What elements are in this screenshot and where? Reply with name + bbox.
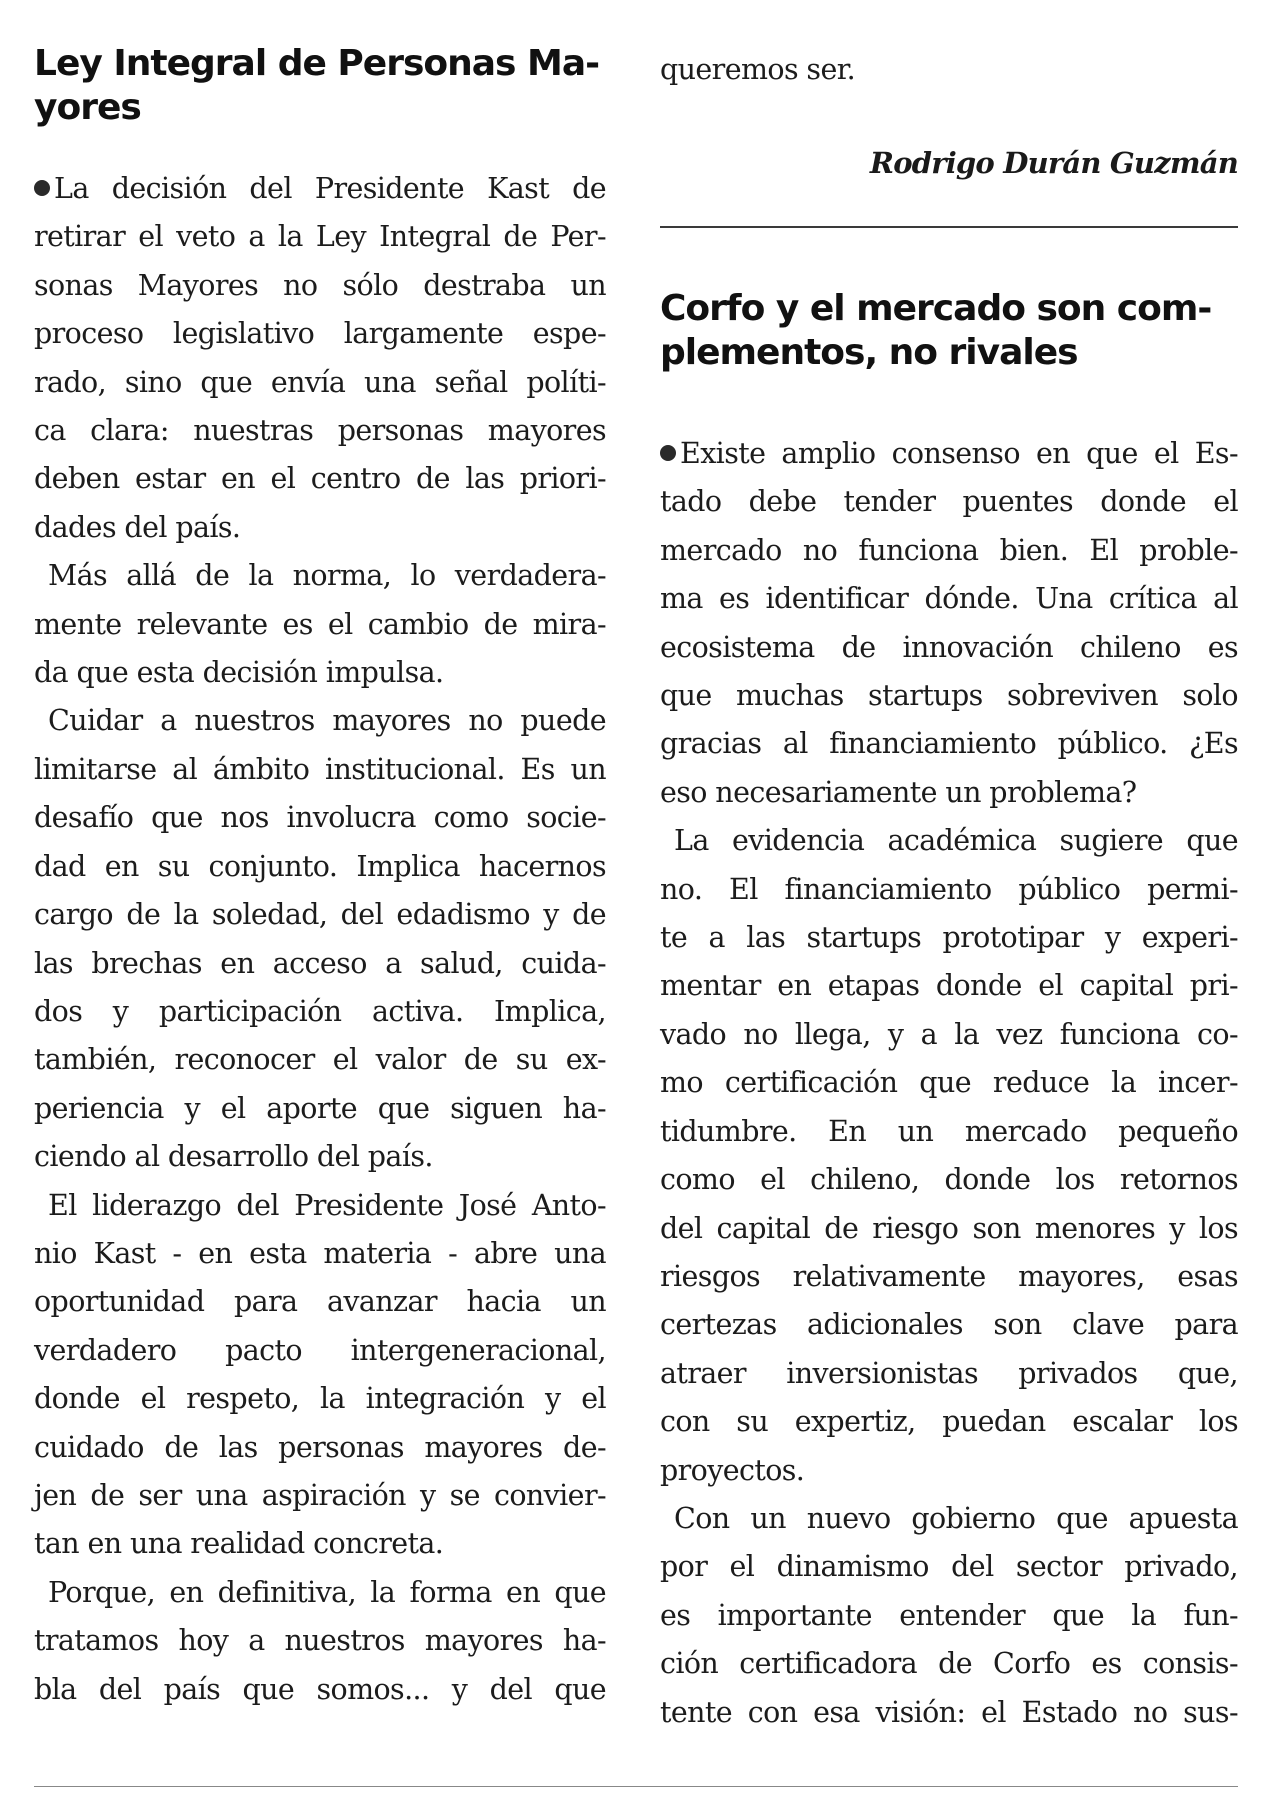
article1-line: sonas Mayores no sólo destraba un [34, 268, 606, 302]
article2-headline [660, 287, 1238, 375]
article1-line: desafío que nos involucra como socie- [34, 801, 606, 835]
article2-headline-line2: plementos, no rivales [660, 332, 1078, 373]
article1-line: jen de ser una aspiración y se convier- [34, 1478, 606, 1512]
article1-line: Cuidar a nuestros mayores no puede [48, 704, 606, 738]
article1-line: mente relevante es el cambio de mira- [34, 607, 606, 641]
article2-line: atraer inversionistas privados que, [660, 1356, 1238, 1390]
article2-line: tente con esa visión: el Estado no sus- [660, 1695, 1238, 1729]
article1-line: cargo de la soledad, del edadismo y de [34, 898, 606, 932]
article2-line: con su expertiz, puedan escalar los [660, 1405, 1238, 1439]
article1-line: ciendo al desarrollo del país. [34, 1140, 433, 1174]
article2-line: es importante entender que la fun- [660, 1598, 1238, 1632]
article2-line: mentar en etapas donde el capital pri- [660, 969, 1238, 1003]
article2-line: vado no llega, y a la vez funciona co- [660, 1017, 1238, 1051]
article2-line: como el chileno, donde los retornos [660, 1163, 1238, 1197]
article1-line: bla del país que somos... y del que [34, 1672, 606, 1706]
article-left-column [34, 42, 606, 130]
article2-line: ecosistema de innovación chileno es [660, 630, 1238, 664]
article1-line: Porque, en definitiva, la forma en que [48, 1575, 606, 1609]
article2-line: no. El financiamiento público permi- [660, 872, 1238, 906]
article2-line: por el dinamismo del sector privado, [660, 1550, 1238, 1584]
article1-line: La decisión del Presidente Kast de [34, 165, 606, 213]
article1-line: periencia y el aporte que siguen ha- [34, 1091, 606, 1125]
page-bottom-rule [34, 1786, 1238, 1787]
article2-line: Con un nuevo gobierno que apuesta [674, 1501, 1238, 1535]
article2-line: eso necesariamente un problema? [660, 775, 1137, 809]
bullet-icon [34, 180, 50, 196]
article1-headline-line2: yores [34, 87, 141, 128]
article1-line: proceso legislativo largamente espe- [34, 317, 606, 351]
article2-line: La evidencia académica sugiere que [674, 824, 1238, 858]
article2-line: tado debe tender puentes donde el [660, 485, 1238, 519]
article2-line: gracias al financiamiento público. ¿Es [660, 727, 1238, 761]
article2-line: mo certificación que reduce la incer- [660, 1066, 1238, 1100]
article1-line: tan en una realidad concreta. [34, 1527, 444, 1561]
article2-line: tidumbre. En un mercado pequeño [660, 1114, 1238, 1148]
article2-line: proyectos. [660, 1453, 805, 1487]
article2-line: te a las startups prototipar y experi- [660, 921, 1238, 955]
article1-line: dad en su conjunto. Implica hacernos [34, 849, 606, 883]
article2-line: ción certificadora de Corfo es consis- [660, 1647, 1238, 1681]
article1-headline-line1: Ley Integral de Personas Ma- [34, 43, 600, 84]
article1-line: las brechas en acceso a salud, cuida- [34, 946, 606, 980]
article1-line: dos y participación activa. Implica, [34, 994, 606, 1028]
article1-line: cuidado de las personas mayores de- [34, 1430, 606, 1464]
article2-line: ma es identificar dónde. Una crítica al [660, 582, 1238, 616]
article1-line: da que esta decisión impulsa. [34, 656, 444, 690]
article1-line: rado, sino que envía una señal políti- [34, 365, 606, 399]
article2-body [660, 430, 1238, 1737]
article2-headline-line1: Corfo y el mercado son com- [660, 288, 1212, 329]
article2-line: mercado no funciona bien. El proble- [660, 533, 1238, 567]
bullet-icon [660, 445, 676, 461]
article1-line: nio Kast - en esta materia - abre una [34, 1236, 606, 1270]
article2-line: riesgos relativamente mayores, esas [660, 1259, 1238, 1293]
article1-line: dades del país. [34, 510, 241, 544]
article1-line: retirar el veto a la Ley Integral de Per- [34, 220, 606, 254]
article1-line: limitarse al ámbito institucional. Es un [34, 752, 606, 786]
author-signature: Rodrigo Durán Guzmán [869, 146, 1238, 180]
article1-line: oportunidad para avanzar hacia un [34, 1285, 606, 1319]
article-right-column [660, 287, 1238, 375]
article2-line: que muchas startups sobreviven solo [660, 679, 1238, 713]
article2-line: Existe amplio consenso en que el Es- [660, 430, 1238, 478]
article1-headline [34, 42, 606, 130]
article1-line: ca clara: nuestras personas mayores [34, 414, 606, 448]
article1-body [34, 165, 606, 1714]
article1-line: Más allá de la norma, lo verdadera- [48, 559, 606, 593]
article1-line: El liderazgo del Presidente José Anto- [48, 1188, 606, 1222]
article1-line: deben estar en el centro de las priori- [34, 462, 606, 496]
article1-continuation [660, 46, 1238, 94]
article1-line: verdadero pacto intergeneracional, [34, 1333, 606, 1367]
article1-line: tratamos hoy a nuestros mayores ha- [34, 1624, 606, 1658]
article-divider [660, 226, 1238, 228]
article1-line: queremos ser. [660, 53, 856, 86]
article2-line: certezas adicionales son clave para [660, 1308, 1238, 1342]
article1-line: donde el respeto, la integración y el [34, 1382, 606, 1416]
article1-line: también, reconocer el valor de su ex- [34, 1043, 606, 1077]
article2-line: del capital de riesgo son menores y los [660, 1211, 1238, 1245]
